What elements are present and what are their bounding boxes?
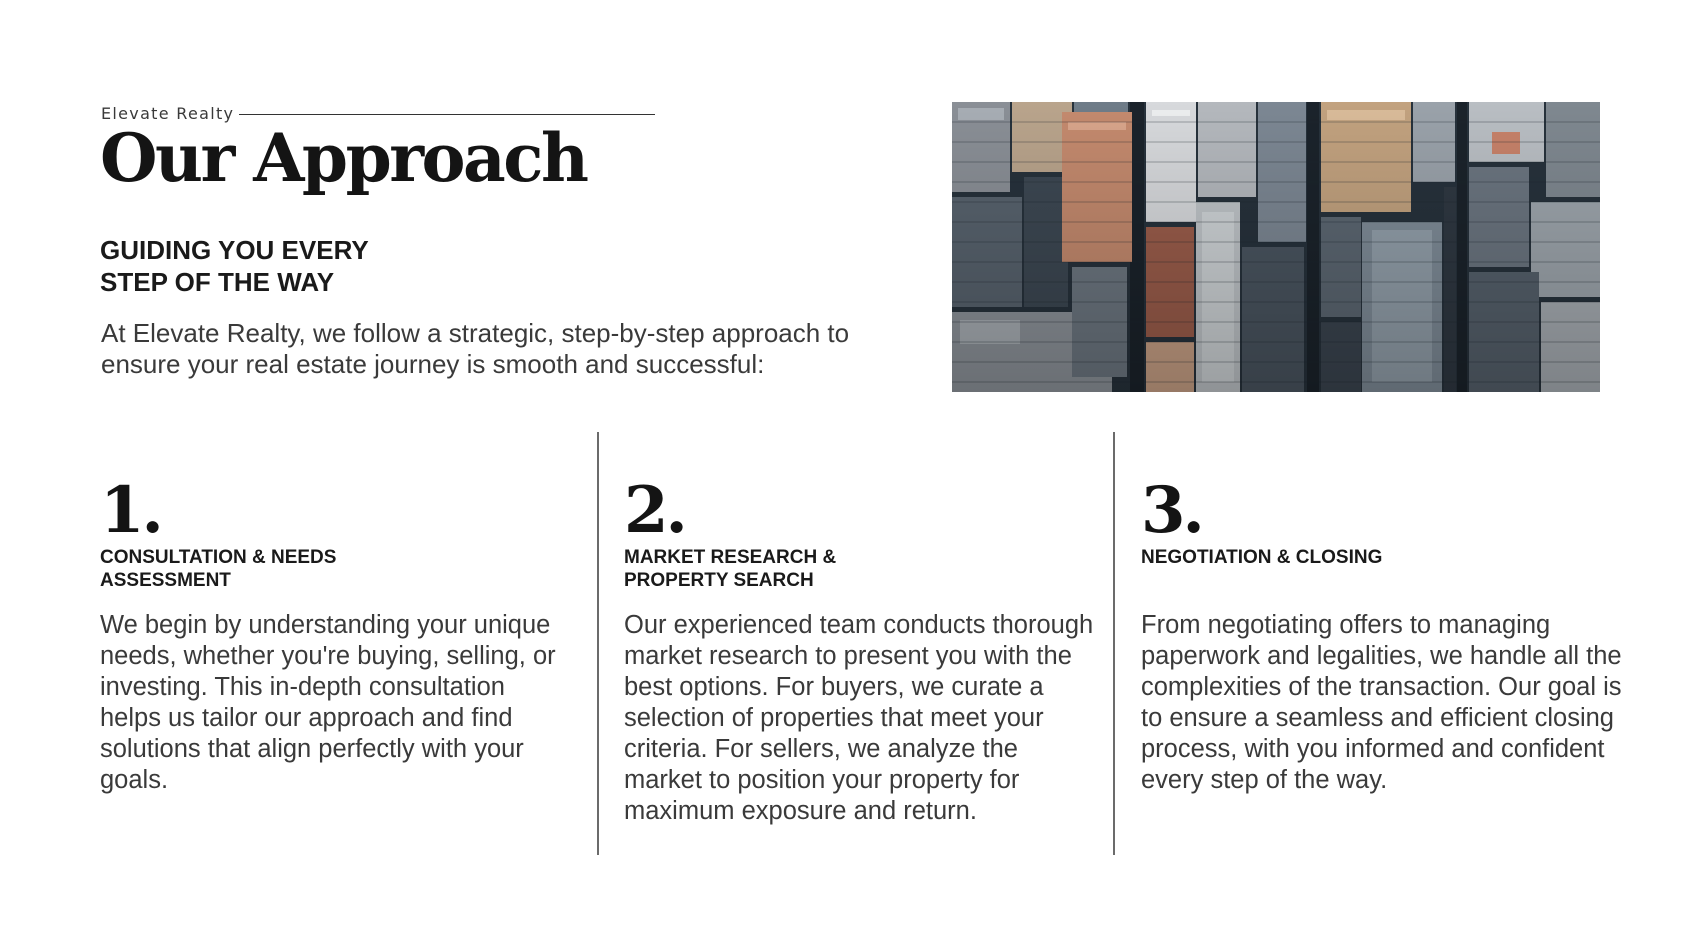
- column-divider-2: [1113, 432, 1115, 855]
- intro-paragraph: At Elevate Realty, we follow a strategic, step-by-step approach to ensure your real estate journey is smooth and successful:: [101, 318, 850, 379]
- step-description: From negotiating offers to managing paperwork and legalities, we handle all the complexities of the transaction. Our goal is to ensure a seamless and efficient closing process, with you informed and confident every step of the way.: [1141, 611, 1622, 794]
- step-title-line-1: MARKET RESEARCH &: [624, 547, 837, 568]
- step-title-line-2: ASSESSMENT: [100, 570, 231, 591]
- step-title-line-1: NEGOTIATION & CLOSING: [1141, 547, 1383, 568]
- subtitle: [100, 234, 500, 298]
- step-card-3: [1141, 473, 1631, 794]
- step-title-line-1: CONSULTATION & NEEDS: [100, 547, 337, 568]
- subtitle-line-2: STEP OF THE WAY: [100, 267, 335, 297]
- step-title-line-2: PROPERTY SEARCH: [624, 570, 814, 591]
- brand-divider-line: [239, 114, 655, 115]
- step-description: We begin by understanding your unique needs, whether you're buying, selling, or investing. This in-depth consultation helps us tailor our approach and find solutions that align perfectly with your goals.: [100, 611, 556, 794]
- city-skyline-illustration: [952, 102, 1600, 392]
- brand-name: Elevate Realty: [101, 104, 235, 123]
- step-description: Our experienced team conducts thorough market research to present you with the best options. For buyers, we curate a selection of properties that meet your criteria. For sellers, we analyze the market to position your property for maximum exposure and return.: [624, 611, 1094, 825]
- step-number: 3.: [1141, 473, 1202, 548]
- step-card-2: [624, 473, 1104, 825]
- column-divider-1: [597, 432, 599, 855]
- page-title: Our Approach: [100, 119, 587, 197]
- step-title: [624, 546, 836, 592]
- subtitle-line-1: GUIDING YOU EVERY: [100, 235, 369, 265]
- step-number: 2.: [624, 473, 685, 548]
- step-number: 1.: [100, 473, 161, 548]
- step-title: [100, 546, 336, 592]
- step-title: [1141, 546, 1382, 569]
- hero-city-image: [952, 102, 1600, 392]
- step-card-1: [100, 473, 580, 794]
